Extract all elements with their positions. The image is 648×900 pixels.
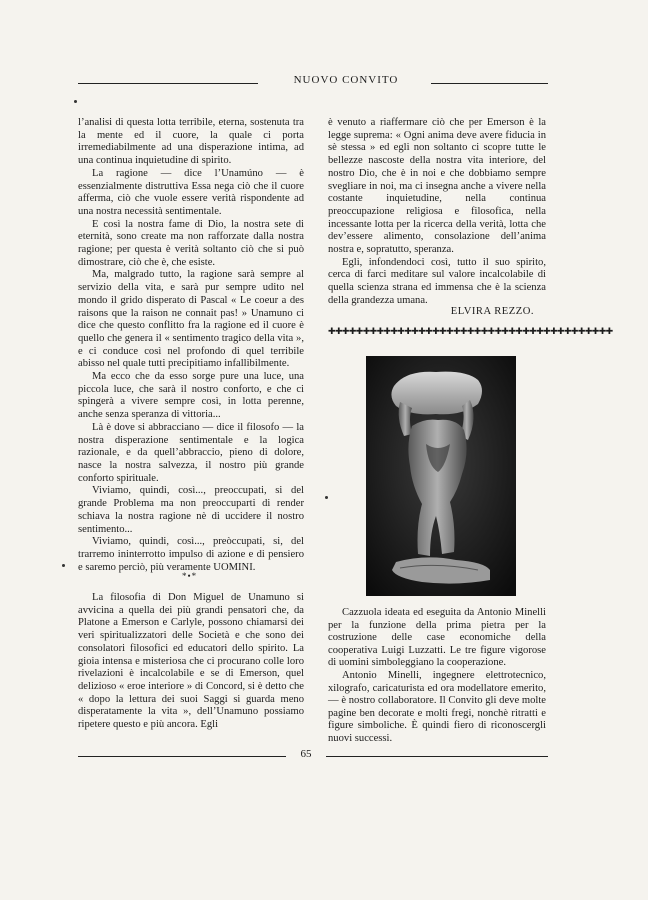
- author-signature: ELVIRA REZZO.: [450, 306, 534, 317]
- page-header: [78, 74, 548, 92]
- footer-rule-left: [78, 756, 286, 757]
- print-speck: [325, 496, 328, 499]
- caption-paragraph: Cazzuola ideata ed eseguita da Antonio Minelli per la funzione della prima pietra per la costruzione delle case economiche della cooperativa Luigi Luzzatti. Le tre figure vigorose di uomini simboleggiano la cooperazione.: [328, 607, 546, 669]
- print-speck: [74, 100, 77, 103]
- right-column: [328, 117, 546, 308]
- paragraph: E così la nostra fame di Dio, la nostra sete di eternità, sono create ma non rafforzate dalla nostra ragione; per questa è verità soltanto ciò che si può dimostrare, ciò che è, che esiste.: [78, 218, 304, 268]
- left-column: [78, 117, 304, 574]
- sculpture-photo: [366, 356, 516, 596]
- section-separator: *•*: [182, 571, 198, 581]
- paragraph: Viviamo, quindi, così..., preòccupati, si, del trarremo ininterrotto impulso di azione e di pensiero e saremo perciò, più veramente UOMINI.: [78, 536, 304, 573]
- paragraph: l’analisi di questa lotta terribile, eterna, sostenuta tra la mente ed il cuore, la quale ci porta irremediabilmente ad una disperazione intima, ad una continua inquietudine di spirito.: [78, 117, 304, 167]
- header-rule-left: [78, 83, 258, 84]
- paragraph: Egli, infondendoci così, tutto il suo spirito, cerca di farci meditare sul valore incalcolabile di quella scienza strana ed immensa che è la scienza della grandezza umana.: [328, 256, 546, 306]
- paragraph: La ragione — dice l’Unamúno — è essenzialmente distruttiva Essa nega ciò che il cuore afferma, ciò che vuole essere verità rispondente ad una nostra necessità sentimentale.: [78, 167, 304, 217]
- decorative-cross-rule: ✚✚✚✚✚✚✚✚✚✚✚✚✚✚✚✚✚✚✚✚✚✚✚✚✚✚✚✚✚✚✚✚✚✚✚✚✚✚✚✚✚: [328, 326, 613, 336]
- left-column-continued: [78, 592, 304, 732]
- journal-title: NUOVO CONVITO: [293, 74, 399, 86]
- paragraph: Là è dove si abbracciano — dice il filosofo — la nostra disperazione sentimentale e la logica razionale, e da quell’abbraccio, pieno di dolore, nasce la nostra salvezza, il nostro più grande conforto spirituale.: [78, 421, 304, 484]
- footer-rule-right: [326, 756, 548, 757]
- caption-paragraph: Antonio Minelli, ingegnere elettrotecnico, xilografo, caricaturista ed ora modellatore emerito, — è nostro collaboratore. Il Convito gli deve molte pagine ben decorate e molti fregi, nonchè ritratti e figure simboliche. È quindi fiero di riconoscergli nuovi successi.: [328, 669, 546, 744]
- page-footer: [78, 748, 548, 764]
- paragraph: Ma, malgrado tutto, la ragione sarà sempre al servizio della vita, e sarà pur sempre udito nel mondo il grido disperato di Pascal « Le coeur a des raisons que la raison ne connait pas! » Unamuno ci dice che questo conflitto fra la ragione ed il cuore è quello che genera il « sentimento tragico della vita », e ci conduce così nel profondo di quel terribile abisso nel quale tutti precipitiamo infallibilmente.: [78, 269, 304, 370]
- header-rule-right: [431, 83, 548, 84]
- trowel-sculpture-image: [366, 356, 516, 596]
- paragraph: è venuto a riaffermare ciò che per Emerson è la legge suprema: « Ogni anima deve avere fiducia in sè stessa » ed egli non soltanto ci scopre tutte le bellezze nascoste della nostra vita interiore, del nostro Dio, che è in noi e che dobbiamo sempre svegliare in noi, ma ci insegna anche a vivere nella costante inquietudine, nella continua preoccupazione religiosa e filosofica, nella incessante lotta per la ricerca della verità, lotta che dev’essere alimento, consolazione dell’anima nostra e, sopratutto, speranza.: [328, 117, 546, 256]
- page-number: 65: [300, 748, 312, 760]
- photo-caption: [328, 607, 546, 746]
- paragraph: La filosofia di Don Miguel de Unamuno si avvicina a quella dei più grandi pensatori che, da Platone a Emerson e Carlyle, possono chiamarsi dei veri spiritualizzatori delle Società e che sono dei consolatori filosofici ed educatori dello spirito. La gioia intensa e misteriosa che ci procurano colle loro rivelazioni è incalcolabile e se di Emerson, quel delizioso « eroe interiore » di Concord, si è detto che « dopo la lettura dei suoi Saggi si guarda meno disperatamente la vita », dell’Unamuno possiamo ripetere questo e più ancora. Egli: [78, 592, 304, 731]
- print-speck: [62, 564, 65, 567]
- paragraph: Ma ecco che da esso sorge pure una luce, una piccola luce, che sarà il nostro conforto, e che ci spingerà a vivere sempre così, in lotta perenne, anche senza speranza di vittoria...: [78, 371, 304, 421]
- paragraph: Viviamo, quindi, così..., preoccupati, si del grande Problema ma non preoccuparti di render schiava la nostra ragione nè di uccidere il nostro sentimento...: [78, 485, 304, 535]
